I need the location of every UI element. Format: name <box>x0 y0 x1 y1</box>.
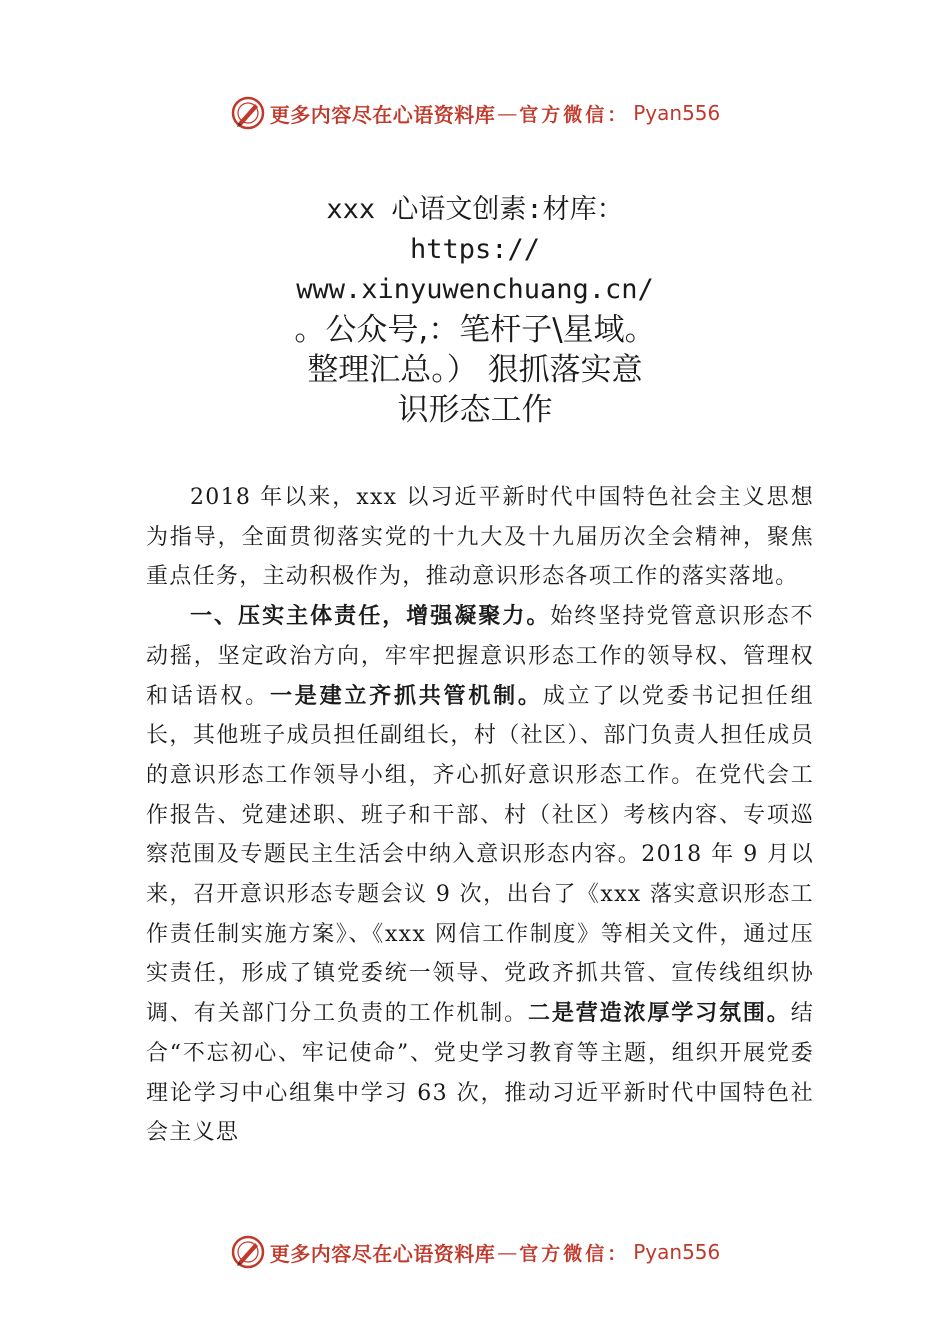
banner-wechat-label: 官方微信： <box>519 103 630 126</box>
title-line-1: xxx 心语文创素:材库： <box>326 194 624 225</box>
paragraph-text: 结合“不忘初心、牢记使命”、党史学习教育等主题，组织开展党委理论学习中心组集中学习 63 次，推动习近平新时代中国特色社会主义思 <box>146 1001 814 1146</box>
banner-main-text: 更多内容尽在心语资料库 <box>269 1241 496 1266</box>
banner-main-text: 更多内容尽在心语资料库 <box>269 102 496 127</box>
title-line-5: 整理汇总。） 狠抓落实意 <box>307 352 643 388</box>
subheading-2: 二是营造浓厚学习氛围。 <box>528 1000 791 1027</box>
subheading-1: 一是建立齐抓共管机制。 <box>269 682 543 709</box>
paragraph-text: 始终坚持党管意识形态不动摇，坚定政治方向，牢牢把握意识形态工作的领导权、管理权和话语权。 <box>146 604 814 709</box>
title-line-2: https:// <box>409 234 541 265</box>
banner-wechat-id: Pyan556 <box>633 1240 721 1264</box>
title-line-6: 识形态工作 <box>397 392 553 428</box>
paragraph-text: 成立了以党委书记担任组长，其他班子成员担任副组长，村（社区）、部门负责人担任成员的意识形态工作领导小组，齐心抓好意识形态工作。在党代会工作报告、党建述职、班子和干部、村（社区）考核内容、专项巡察范围及专题民主生活会中纳入意识形态内容。2018 年 9 月以来，召开意识形态专题会议 9 次，出台了《xxx 落实意识形态工作责任制实施方案》、《xxx 网信工作制度》等相关文件，通过压实责任，形成了镇党委统一领导、党政齐抓共管、宣传线组织协调、有关部门分工负责的工作机制。 <box>146 683 814 1027</box>
title-line-3: www.xinyuwenchuang.cn/ <box>296 274 654 305</box>
header-watermark-banner <box>0 93 950 133</box>
pen-logo-icon <box>230 1234 266 1270</box>
pen-logo-icon <box>230 95 266 131</box>
footer-watermark-banner <box>0 1232 950 1272</box>
banner-wechat-label: 官方微信： <box>519 1242 630 1265</box>
document-body <box>146 478 814 1153</box>
banner-dash: — <box>497 1240 518 1264</box>
banner-wechat-id: Pyan556 <box>633 101 721 125</box>
paragraph-intro: 2018 年以来，xxx 以习近平新时代中国特色社会主义思想为指导，全面贯彻落实党的十九大及十九届历次全会精神，聚焦重点任务，主动积极作为，推动意识形态各项工作的落实落地。 <box>146 485 814 590</box>
paragraph-section-1 <box>146 597 814 1153</box>
document-title <box>0 190 950 430</box>
banner-dash: — <box>497 101 518 125</box>
section-heading-1: 一、压实主体责任，增强凝聚力。 <box>190 604 551 630</box>
title-line-4: 。公众号,：笔杆子\星域。 <box>294 312 656 348</box>
